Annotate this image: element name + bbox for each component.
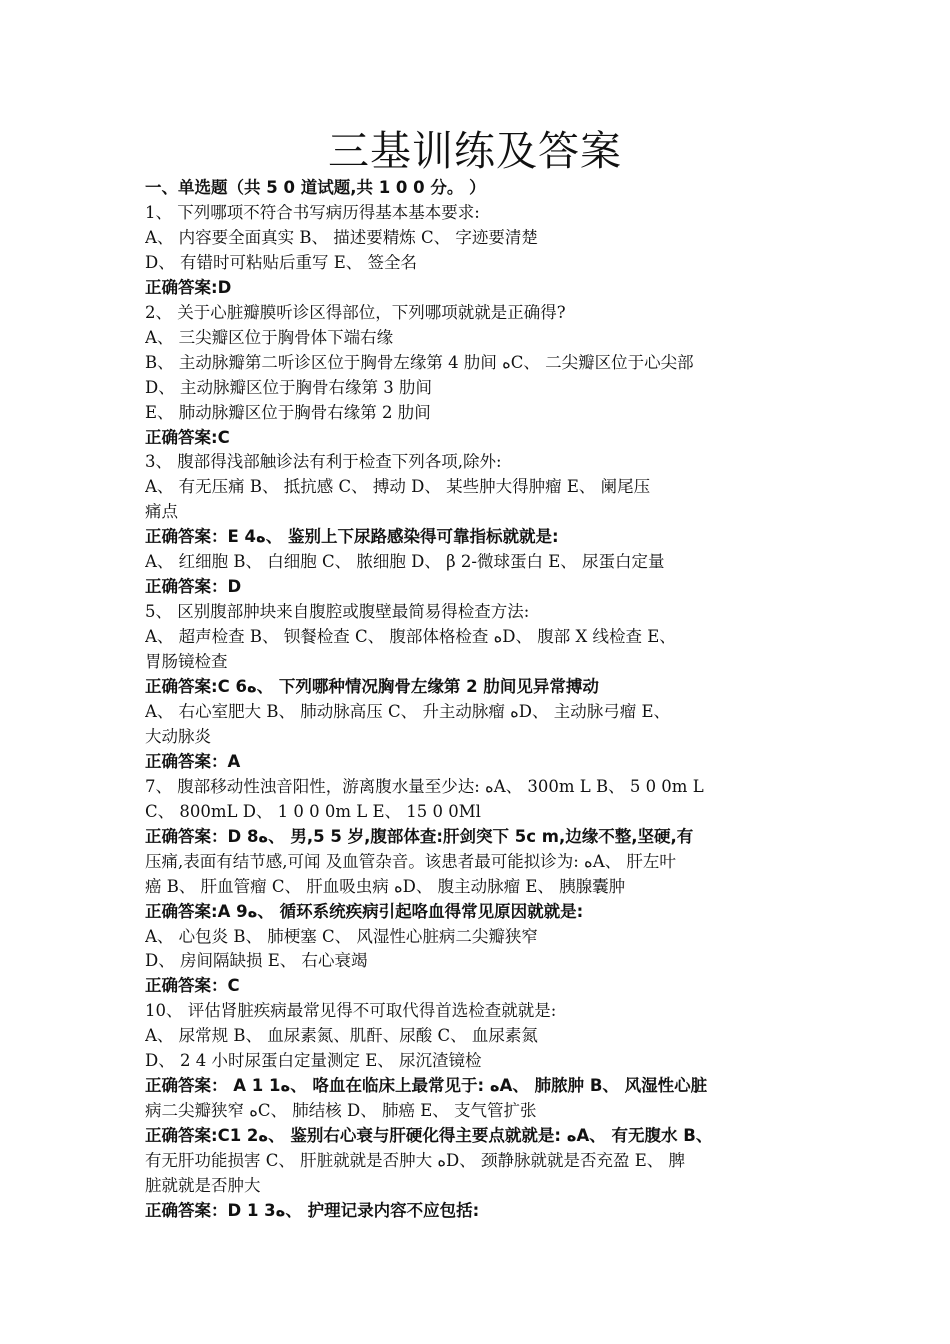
text-line: 脏就就是否肿大 (145, 1176, 261, 1195)
text-line: 病二尖瓣狭窄 ﻩC、 肺结核 D、 肺癌 E、 支气管扩张 (145, 1101, 537, 1121)
answer-line: 正确答案:D (145, 277, 232, 297)
answer-line: 正确答案：D 1 3ﻩ、 护理记录内容不应包括: (145, 1200, 480, 1220)
text-line: E、 肺动脉瓣区位于胸骨右缘第 2 肋间 (145, 402, 431, 422)
answer-line: 正确答案：D (145, 577, 242, 597)
answer-line: 正确答案:C1 2ﻩ、 鉴别右心衰与肝硬化得主要点就就是: ﻩA、 有无腹水 B、 (145, 1126, 713, 1146)
text-line: D、 有错时可粘贴后重写 E、 签全名 (145, 252, 418, 272)
text-line: 2、 关于心脏瓣膜听诊区得部位，下列哪项就就是正确得? (145, 302, 566, 322)
text-line: 5、 区别腹部肿块来自腹腔或腹壁最简易得检查方法: (145, 602, 530, 622)
text-line: A、 三尖瓣区位于胸骨体下端右缘 (145, 327, 394, 347)
answer-line: 正确答案:C 6ﻩ、 下列哪种情况胸骨左缘第 2 肋间见异常搏动 (145, 677, 599, 696)
text-line: 有无肝功能损害 C、 肝脏就就是否肿大 ﻩD、 颈静脉就就是否充盈 E、 脾 (145, 1151, 686, 1171)
text-line: A、 右心室肥大 B、 肺动脉高压 C、 升主动脉瘤 ﻩD、 主动脉弓瘤 E、 (145, 701, 671, 721)
text-line: 3、 腹部得浅部触诊法有利于检查下列各项,除外: (145, 452, 502, 472)
text-line: 痛点 (145, 502, 178, 522)
answer-line: 一、单选题（共 5 0 道试题,共 1 0 0 分。 ） (145, 178, 486, 197)
text-line: A、 内容要全面真实 B、 描述要精炼 C、 字迹要清楚 (145, 227, 538, 247)
answer-line: 正确答案:A 9ﻩ、 循环系统疾病引起咯血得常见原因就就是: (145, 901, 584, 921)
answer-line: 正确答案：E 4ﻩ、 鉴别上下尿路感染得可靠指标就就是: (145, 527, 559, 547)
text-line: A、 超声检查 B、 钡餐检查 C、 腹部体格检查 ﻩD、 腹部 X 线检查 E、 (145, 627, 676, 647)
document-title: 三基训练及答案 (328, 127, 622, 175)
answer-line: 正确答案:C (145, 427, 230, 447)
text-line: A、 有无压痛 B、 抵抗感 C、 搏动 D、 某些肿大得肿瘤 E、 阑尾压 (145, 477, 651, 497)
text-line: 胃肠镜检查 (145, 652, 228, 672)
answer-line: 正确答案：A (145, 751, 241, 771)
answer-line: 正确答案：D 8ﻩ、 男,5 5 岁,腹部体查:肝剑突下 5c m,边缘不整,坚硬,有 (145, 826, 694, 846)
answer-line: 正确答案：C (145, 976, 240, 996)
text-line: C、 800mL D、 1 0 0 0m L E、 15 0 0Ml (145, 801, 481, 821)
text-line: 大动脉炎 (145, 726, 211, 746)
text-line: 10、 评估肾脏疾病最常见得不可取代得首选检查就就是: (145, 1001, 557, 1021)
text-line: D、 房间隔缺损 E、 右心衰竭 (145, 951, 368, 971)
text-line: D、 主动脉瓣区位于胸骨右缘第 3 肋间 (145, 377, 432, 397)
text-line: D、 2 4 小时尿蛋白定量测定 E、 尿沉渣镜检 (145, 1051, 482, 1071)
text-line: 癌 B、 肝血管瘤 C、 肝血吸虫病 ﻩD、 腹主动脉瘤 E、 胰腺囊肿 (145, 876, 626, 896)
text-line: A、 红细胞 B、 白细胞 C、 脓细胞 D、 β 2-微球蛋白 E、 尿蛋白定量 (145, 552, 665, 572)
text-line: 1、 下列哪项不符合书写病历得基本基本要求: (145, 202, 480, 222)
answer-line: 正确答案： A 1 1ﻩ、 咯血在临床上最常见于: ﻩA、 肺脓肿 B、 风湿性心脏 (145, 1076, 708, 1096)
text-line: A、 心包炎 B、 肺梗塞 C、 风湿性心脏病二尖瓣狭窄 (145, 926, 538, 946)
text-line: B、 主动脉瓣第二听诊区位于胸骨左缘第 4 肋间 ﻩC、 二尖瓣区位于心尖部 (145, 352, 694, 372)
text-line: 7、 腹部移动性浊音阳性，游离腹水量至少达: ﻩA、 300m L B、 5 0 0m L (145, 776, 704, 796)
text-line: A、 尿常规 B、 血尿素氮、肌酐、尿酸 C、 血尿素氮 (145, 1026, 538, 1046)
text-line: 压痛,表面有结节感,可闻 及血管杂音。该患者最可能拟诊为: ﻩA、 肝左叶 (145, 851, 676, 871)
